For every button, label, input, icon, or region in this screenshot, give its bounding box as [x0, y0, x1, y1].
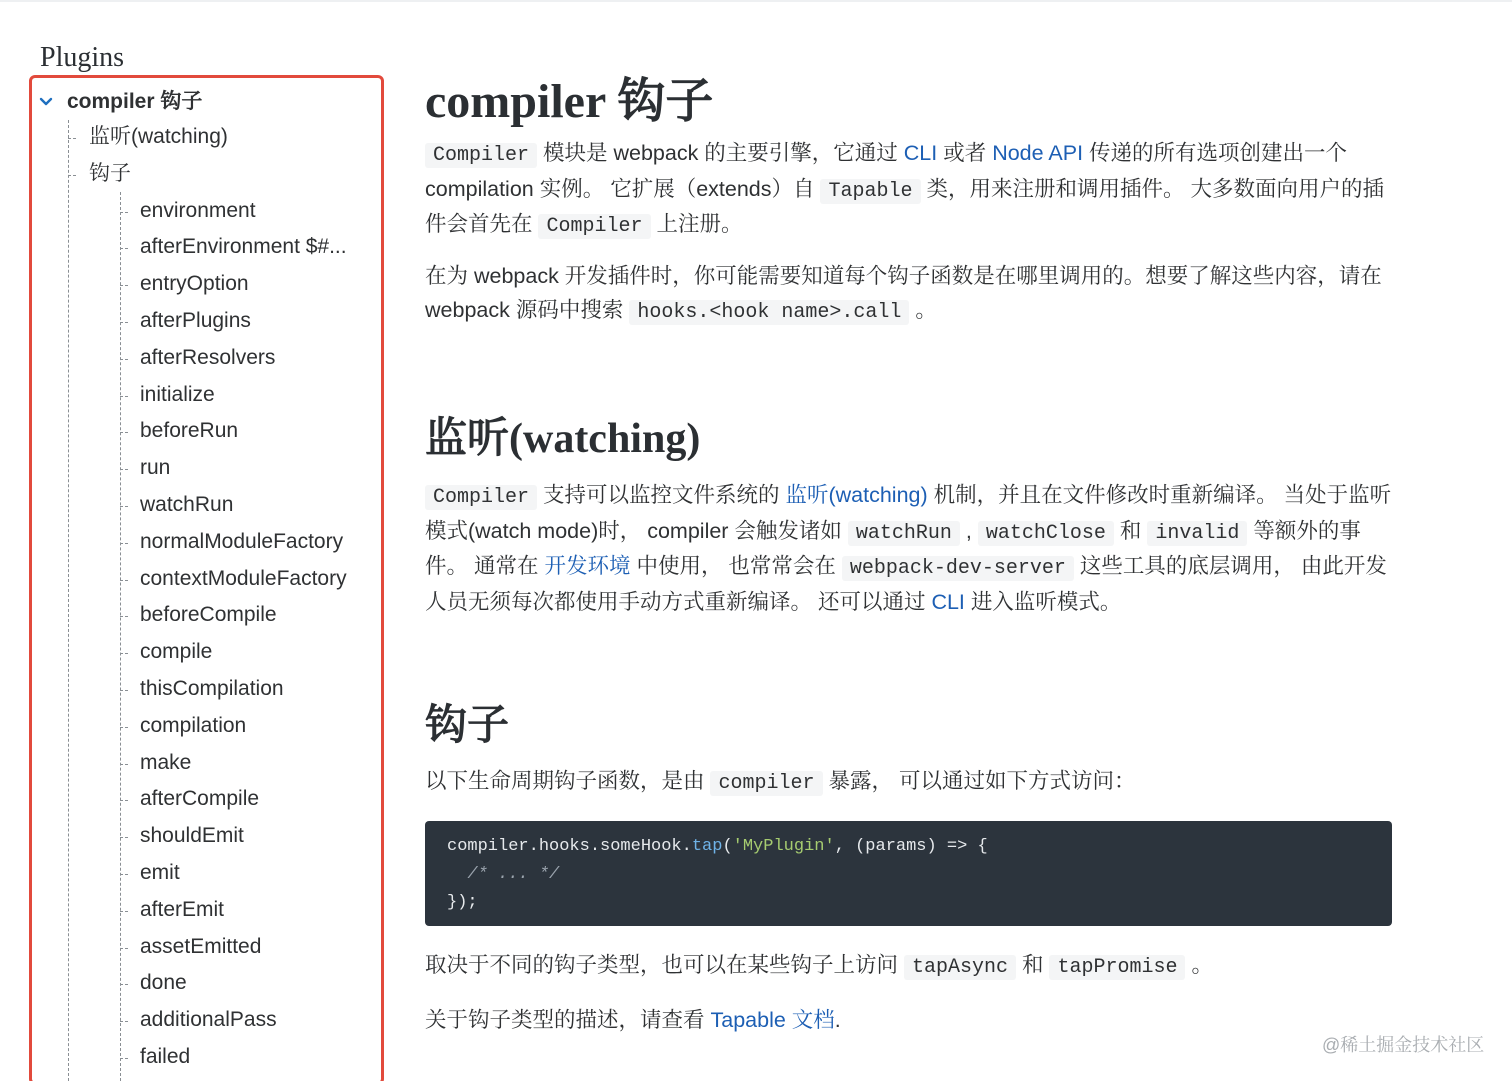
code-tapable: Tapable: [820, 179, 920, 204]
intro-paragraph: [425, 137, 1395, 244]
text: ,: [959, 518, 978, 543]
code-token: tap: [691, 837, 723, 856]
text: 和: [1113, 518, 1148, 543]
sidebar-item[interactable]: thisCompilation: [140, 677, 284, 700]
text: 模块是 webpack 的主要引擎，它通过: [537, 141, 904, 165]
intro-paragraph-2: [425, 260, 1395, 329]
cli-link[interactable]: CLI: [903, 141, 938, 165]
hooks-heading: 钩子: [425, 703, 510, 749]
text: 机制，并且在文件修改时重新编译。 当处于监听模式(watch mode)时， compiler 会触发诸如: [425, 483, 1392, 543]
sidebar-item[interactable]: done: [140, 971, 187, 995]
sidebar-item[interactable]: environment: [140, 198, 256, 222]
sidebar-item[interactable]: 钩子: [89, 161, 131, 185]
watching-heading: 监听(watching): [425, 416, 701, 462]
sidebar-item[interactable]: additionalPass: [140, 1008, 277, 1032]
node-api-link[interactable]: Node API: [992, 141, 1084, 165]
code-block: [425, 821, 1392, 926]
text: 传递的所有选项创建出一个 compilation 实例。 它扩展（extends）自: [425, 141, 1348, 201]
sidebar-item[interactable]: compilation: [140, 713, 247, 737]
code-token: (: [722, 837, 733, 856]
text: 等额外的事件。 通常在: [425, 518, 1361, 578]
text: .: [834, 1008, 841, 1032]
sidebar-item-compiler-hooks[interactable]: compiler 钩子: [67, 90, 203, 113]
text: 这些工具的底层调用， 由此开发人员无须每次都使用手动方式重新编译。 还可以通过: [425, 554, 1387, 614]
tapable-paragraph: [425, 1004, 1395, 1038]
text: 支持可以监控文件系统的: [537, 483, 786, 507]
code-line: /* ... */: [447, 865, 560, 884]
tapable-docs-link[interactable]: Tapable 文档: [710, 1008, 835, 1032]
watching-paragraph: [425, 479, 1395, 619]
text: 或者: [937, 141, 993, 165]
code-token: , (params) => {: [834, 837, 988, 856]
watermark: @稀土掘金技术社区: [1322, 1035, 1485, 1055]
code-line: [447, 833, 1370, 861]
sidebar-item[interactable]: 监听(watching): [89, 125, 228, 148]
code-watchrun: watchRun: [848, 521, 960, 546]
code-token: compiler.hooks.someHook.: [447, 837, 692, 856]
sidebar-heading[interactable]: Plugins: [40, 42, 125, 73]
text: 关于钩子类型的描述，请查看: [425, 1008, 711, 1032]
text: 暴露， 可以通过如下方式访问：: [822, 769, 1136, 793]
sidebar-item[interactable]: assetEmitted: [140, 934, 262, 958]
sidebar-item[interactable]: afterResolvers: [140, 345, 276, 369]
sidebar-item[interactable]: beforeRun: [140, 419, 239, 443]
text: 类，用来注册和调用插件。 大多数面向用户的插件会首先在: [425, 176, 1384, 236]
sidebar-item[interactable]: entryOption: [140, 272, 249, 296]
code-tappromise: tapPromise: [1049, 955, 1185, 980]
code-hooks-call: hooks.<hook name>.call: [629, 300, 909, 325]
sidebar-item[interactable]: make: [140, 750, 192, 774]
sidebar-item[interactable]: failed: [140, 1045, 191, 1068]
code-token: 'MyPlugin': [732, 837, 835, 856]
text: 进入监听模式。: [964, 589, 1122, 614]
page-title: compiler 钩子: [425, 75, 714, 128]
sidebar-item[interactable]: contextModuleFactory: [140, 566, 347, 590]
dev-env-link[interactable]: 开发环境: [544, 554, 631, 578]
sidebar-item[interactable]: afterEmit: [140, 897, 225, 921]
text: 在为 webpack 开发插件时，你可能需要知道每个钩子函数是在哪里调用的。想要了解这些内容，请在 webpack 源码中搜索: [425, 264, 1382, 322]
code-compiler: Compiler: [538, 214, 650, 239]
sidebar-item[interactable]: run: [140, 456, 171, 480]
code-line: });: [447, 893, 478, 912]
text: 上注册。: [650, 212, 743, 236]
text: 中使用， 也常常会在: [630, 554, 842, 578]
sidebar-item[interactable]: normalModuleFactory: [140, 529, 344, 553]
code-tapasync: tapAsync: [904, 955, 1016, 980]
text: 以下生命周期钩子函数，是由: [425, 769, 711, 793]
text: 。: [909, 297, 937, 322]
sidebar-item[interactable]: initialize: [140, 382, 215, 406]
code-invalid: invalid: [1147, 521, 1247, 546]
sidebar-item[interactable]: afterCompile: [140, 787, 260, 811]
code-dev-server: webpack-dev-server: [842, 556, 1074, 581]
text: 和: [1016, 953, 1050, 977]
sidebar-item[interactable]: afterEnvironment $#...: [140, 235, 347, 259]
sidebar-item[interactable]: beforeCompile: [140, 603, 277, 627]
highlight-box: [29, 75, 384, 1081]
code-watchclose: watchClose: [978, 521, 1114, 546]
text: 。: [1185, 953, 1213, 977]
sidebar-item[interactable]: watchRun: [140, 493, 234, 516]
sidebar-item[interactable]: emit: [140, 861, 180, 884]
code-compiler: Compiler: [425, 485, 537, 510]
code-compiler: Compiler: [425, 143, 537, 168]
tap-variants-paragraph: [425, 949, 1395, 985]
code-compiler: compiler: [710, 771, 822, 796]
sidebar-item[interactable]: afterPlugins: [140, 309, 251, 332]
watching-link[interactable]: 监听(watching): [785, 483, 928, 507]
sidebar-item[interactable]: compile: [140, 640, 213, 664]
hooks-paragraph: [425, 765, 1395, 801]
text: 取决于不同的钩子类型，也可以在某些钩子上访问: [425, 953, 904, 977]
sidebar-item[interactable]: shouldEmit: [140, 824, 244, 848]
cli-link[interactable]: CLI: [931, 589, 965, 614]
